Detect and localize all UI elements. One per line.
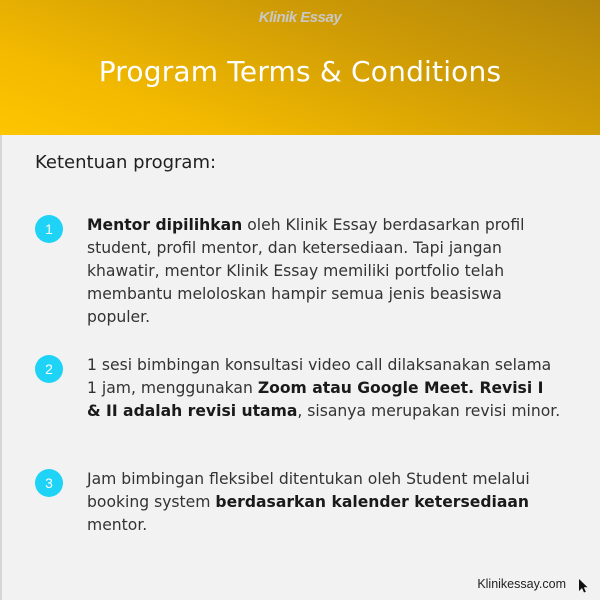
number-badge-icon: 2: [35, 355, 63, 383]
number-badge-icon: 1: [35, 215, 63, 243]
header-banner: [0, 0, 600, 135]
content-panel: [0, 135, 600, 600]
cursor-pointer-icon: [578, 579, 588, 593]
page-title: Program Terms & Conditions: [98, 55, 502, 88]
text-segment: berdasarkan kalender ketersediaan: [215, 493, 529, 511]
brand-logo: Klinik Essay: [258, 9, 342, 26]
text-segment: 1 sesi bimbingan konsultasi video call dilaksanakan selama 1 jam, menggunakan: [87, 356, 552, 397]
text-segment: Zoom atau Google Meet. Revisi I & II adalah revisi utama: [87, 379, 544, 420]
terms-item-text: [87, 214, 562, 329]
text-segment: Jam bimbingan fleksibel ditentukan oleh Student melalui booking system: [87, 470, 530, 511]
text-segment: Mentor dipilihkan: [87, 216, 243, 234]
text-segment: , sisanya merupakan revisi minor.: [297, 402, 561, 420]
terms-item-text: [87, 354, 562, 423]
terms-item-text: [87, 468, 562, 537]
number-badge-icon: 3: [35, 469, 63, 497]
text-segment: mentor.: [87, 516, 148, 534]
website-link[interactable]: Klinikessay.com: [477, 577, 566, 591]
section-heading: Ketentuan program:: [35, 152, 217, 173]
text-segment: oleh Klinik Essay berdasarkan profil student, profil mentor, dan ketersediaan. Tapi jangan khawatir, mentor Klinik Essay memiliki portfolio telah membantu meloloskan hampir semua jenis beasiswa populer.: [87, 216, 525, 326]
